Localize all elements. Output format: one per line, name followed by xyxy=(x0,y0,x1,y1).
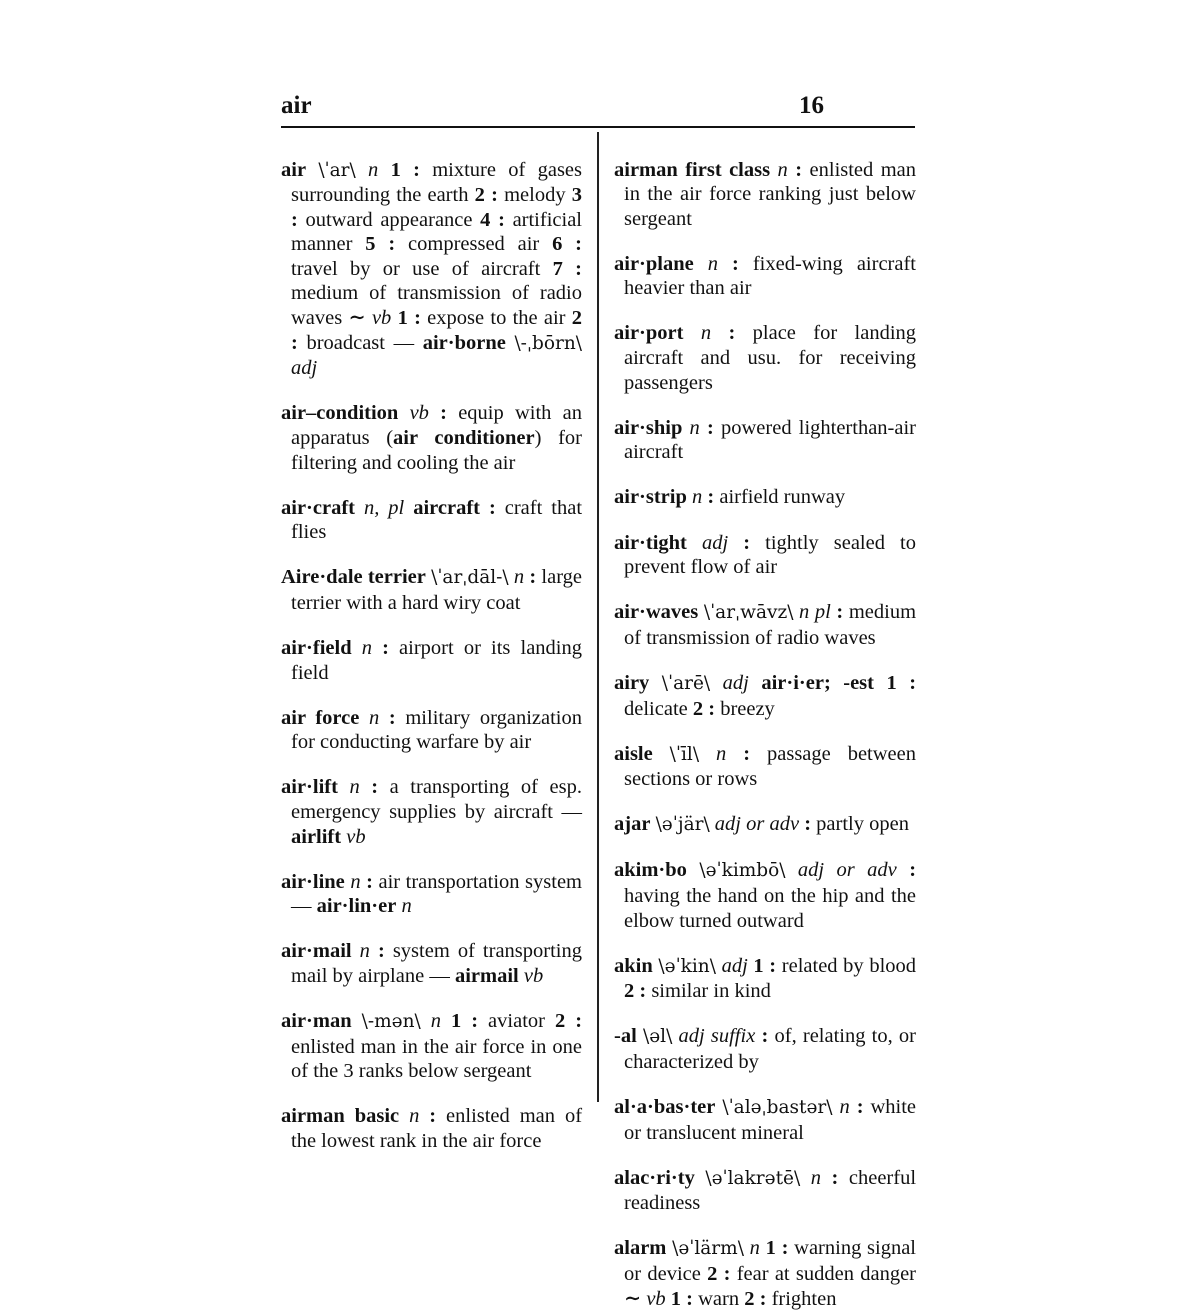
dictionary-entry xyxy=(614,531,916,580)
dictionary-entry xyxy=(614,600,916,650)
definition-text: aviator xyxy=(478,1010,555,1033)
headword: air·line xyxy=(281,870,345,893)
part-of-speech: adj xyxy=(701,531,729,554)
definition-text xyxy=(404,497,413,519)
headword: alarm xyxy=(614,1237,667,1260)
definition-text: mixture of gases surrounding the earth xyxy=(291,158,583,207)
part-of-speech: n xyxy=(839,1096,850,1119)
definition-text: craft that flies xyxy=(291,496,583,544)
dictionary-entry xyxy=(281,158,582,381)
headword: airmail xyxy=(454,964,519,987)
definition-text: military organization for conducting warfare by air xyxy=(291,706,583,754)
headword: aisle xyxy=(614,742,653,765)
pronunciation: \əl\ xyxy=(642,1026,673,1048)
headword: air·strip xyxy=(614,486,687,509)
headword: Aire·dale terrier xyxy=(281,566,426,589)
definition-text: expose to the air xyxy=(420,307,572,330)
dictionary-entry xyxy=(614,321,916,395)
headword: air force xyxy=(281,706,360,729)
part-of-speech: adj xyxy=(721,954,748,977)
sense-marker: 1 : xyxy=(450,1010,479,1033)
pronunciation: \ˈarē\ xyxy=(661,672,711,694)
definition-text: place for landing aircraft and usu. for receiving passengers xyxy=(624,322,917,394)
dictionary-entry xyxy=(281,496,582,545)
definition-text: breezy xyxy=(715,697,775,720)
dictionary-entry xyxy=(614,742,916,792)
part-of-speech: n xyxy=(777,158,788,181)
sense-marker: : xyxy=(728,322,736,345)
headword: air·mail xyxy=(281,940,352,963)
part-of-speech: n xyxy=(359,940,370,963)
sense-marker: : xyxy=(804,813,812,836)
definition-text: powered lighterthan-air aircraft xyxy=(624,416,917,464)
headword: air·port xyxy=(614,322,684,345)
sense-marker: : xyxy=(529,566,537,589)
definition-text: fear at sudden danger xyxy=(730,1263,917,1285)
definition-text xyxy=(441,1010,451,1032)
part-of-speech: n xyxy=(368,706,380,729)
definition-text: white or translucent mineral xyxy=(624,1096,917,1144)
definition-text xyxy=(710,672,722,694)
definition-text: a transporting of esp. emergency supplies by aircraft — xyxy=(291,776,582,823)
dictionary-entry xyxy=(614,858,916,933)
right-column xyxy=(614,137,916,1314)
part-of-speech: vb xyxy=(371,307,392,330)
sense-marker: : xyxy=(761,1025,769,1048)
headword: airman first class xyxy=(614,158,771,181)
definition-text: warning signal or device xyxy=(624,1237,916,1285)
pronunciation: \ˈarˌdāl-\ xyxy=(431,567,509,589)
definition-text xyxy=(355,497,364,519)
sense-marker: : xyxy=(909,859,917,882)
part-of-speech: n xyxy=(810,1166,821,1189)
definition-text xyxy=(372,637,382,659)
sense-marker: 6 : xyxy=(552,233,582,256)
sense-marker: : xyxy=(366,870,373,893)
part-of-speech: n xyxy=(692,486,703,509)
headword: air·lift xyxy=(281,776,338,799)
sense-marker: : xyxy=(732,252,739,275)
dictionary-entry xyxy=(281,870,582,919)
headword: air·ship xyxy=(614,416,683,439)
dictionary-page xyxy=(281,90,917,1310)
definition-text xyxy=(649,672,661,694)
headword: alac·ri·ty xyxy=(614,1166,695,1189)
definition-text xyxy=(718,253,732,275)
sense-marker: 2 : xyxy=(744,1287,767,1310)
headword: air·plane xyxy=(614,252,694,275)
definition-text: enlisted man in the air force in one of the 3 ranks below sergeant xyxy=(291,1035,582,1083)
definition-text: related by blood xyxy=(776,954,917,977)
sense-marker: : xyxy=(795,158,803,181)
sense-marker: : xyxy=(440,402,447,425)
dictionary-entry xyxy=(614,1166,916,1216)
sense-marker: : xyxy=(831,1166,839,1189)
definition-text xyxy=(728,532,743,554)
dictionary-entry xyxy=(614,416,916,465)
part-of-speech: n xyxy=(689,416,700,439)
part-of-speech: n xyxy=(430,1010,441,1033)
part-of-speech: n, pl xyxy=(363,496,405,519)
definition-text: of, relating to, or characterized by xyxy=(624,1025,917,1073)
part-of-speech: adj xyxy=(722,671,749,694)
definition-text: airfield runway xyxy=(714,486,846,509)
definition-text xyxy=(850,1096,857,1118)
pronunciation: \əˈkimbō\ xyxy=(699,860,786,882)
guide-word: air xyxy=(281,92,312,119)
headword: air·waves xyxy=(614,601,699,624)
definition-text xyxy=(360,776,372,798)
definition-text: artificial manner xyxy=(291,208,582,256)
definition-text xyxy=(800,1167,811,1189)
sense-marker: : xyxy=(707,486,715,509)
dictionary-entry xyxy=(281,636,582,685)
definition-text: compressed air xyxy=(395,233,553,256)
dictionary-entry xyxy=(614,485,916,510)
definition-text xyxy=(370,940,378,962)
definition-text xyxy=(653,743,670,765)
sense-marker: 1 : xyxy=(397,307,421,330)
definition-text: delicate xyxy=(624,697,693,720)
headword: air·lin·er xyxy=(316,895,397,918)
definition-text: melody xyxy=(497,184,572,207)
definition-text: cheerful readiness xyxy=(624,1166,917,1215)
sense-marker: : xyxy=(836,601,844,624)
sense-marker: : xyxy=(743,742,751,765)
definition-text xyxy=(699,743,716,765)
dictionary-entry xyxy=(614,812,916,838)
sense-marker: : xyxy=(429,1105,437,1128)
definition-text xyxy=(695,1167,706,1189)
part-of-speech: n xyxy=(368,158,379,181)
part-of-speech: n xyxy=(707,252,718,275)
definition-text xyxy=(786,859,798,881)
definition-text xyxy=(897,859,909,881)
definition-text xyxy=(480,497,489,519)
headword: air·craft xyxy=(281,496,355,519)
dictionary-entry xyxy=(614,954,916,1004)
definition-text xyxy=(398,402,409,424)
headword: akin xyxy=(614,954,653,977)
part-of-speech: vb xyxy=(523,964,544,987)
sense-marker: ∼ xyxy=(624,1287,642,1310)
sense-marker: : xyxy=(706,416,714,439)
definition-text: fixed-wing aircraft heavier than air xyxy=(624,252,916,300)
definition-text xyxy=(821,1167,832,1189)
headword: airy xyxy=(614,671,650,694)
sense-marker: 2 : xyxy=(291,307,583,354)
pronunciation: \-mən\ xyxy=(361,1011,421,1033)
definition-text xyxy=(711,322,728,344)
definition-text xyxy=(687,532,702,554)
definition-text: travel by or use of aircraft xyxy=(291,257,553,280)
sense-marker: 1 : xyxy=(765,1237,789,1260)
sense-marker: 1 : xyxy=(390,158,420,181)
definition-text xyxy=(338,776,350,798)
definition-text xyxy=(429,402,440,424)
headword: air–condition xyxy=(281,402,399,425)
definition-text xyxy=(379,707,389,729)
definition-text xyxy=(352,1010,362,1032)
sense-marker: 4 : xyxy=(480,208,505,231)
definition-text xyxy=(378,159,390,181)
part-of-speech: n pl xyxy=(799,601,831,624)
pronunciation: \əˈlärm\ xyxy=(672,1238,744,1260)
part-of-speech: adj or adv xyxy=(714,813,800,836)
dictionary-entry xyxy=(614,1236,916,1311)
pronunciation: \əˈlakrətē\ xyxy=(705,1167,801,1189)
headword: airman basic xyxy=(281,1105,400,1128)
pronunciation: \əˈkin\ xyxy=(658,955,716,977)
sense-marker: 2 : xyxy=(692,697,716,720)
part-of-speech: n xyxy=(361,637,372,659)
definition-text xyxy=(419,1105,429,1127)
headword: -al xyxy=(614,1025,637,1048)
definition-text: enlisted man in the air force ranking just below sergeant xyxy=(624,158,917,230)
definition-text: passage between sections or rows xyxy=(624,742,916,791)
headword: airlift xyxy=(291,825,342,848)
pronunciation: \ˈarˌwāvz\ xyxy=(703,602,794,624)
dictionary-entry xyxy=(281,1009,582,1084)
definition-text xyxy=(352,637,362,659)
definition-text xyxy=(359,707,369,729)
headword: air·field xyxy=(281,637,352,659)
definition-text xyxy=(399,1105,409,1127)
definition-text xyxy=(352,940,360,962)
page-number: 16 xyxy=(799,92,824,119)
left-column xyxy=(281,137,582,1157)
sense-marker: 2 : xyxy=(624,980,647,1003)
definition-text: ) for filtering and cooling the air xyxy=(291,426,583,474)
definition-text: similar in kind xyxy=(646,980,771,1003)
part-of-speech: n xyxy=(409,1105,420,1128)
definition-text xyxy=(683,322,700,344)
headword: air·man xyxy=(281,1010,352,1033)
definition-text xyxy=(749,672,761,694)
pronunciation: \-ˌbōrn\ xyxy=(514,332,582,354)
definition-text: equip with an apparatus ( xyxy=(291,402,583,449)
sense-marker: 1 : xyxy=(886,671,917,694)
definition-text: having the hand on the hip and the elbow turned outward xyxy=(624,884,916,932)
part-of-speech: n xyxy=(513,566,525,589)
pronunciation: \ˈar\ xyxy=(318,159,356,181)
part-of-speech: n xyxy=(700,322,712,345)
definition-text: frighten xyxy=(766,1287,837,1310)
part-of-speech: n xyxy=(401,895,412,918)
dictionary-entry xyxy=(281,1104,582,1153)
sense-marker: 2 : xyxy=(707,1263,731,1285)
part-of-speech: n xyxy=(749,1237,760,1260)
page-header xyxy=(281,90,915,128)
sense-marker: : xyxy=(488,496,496,519)
definition-text: partly open xyxy=(811,813,909,836)
headword: ajar xyxy=(614,813,651,836)
definition-text xyxy=(356,159,368,181)
definition-text xyxy=(682,417,689,439)
sense-marker: : xyxy=(856,1096,864,1119)
sense-marker: 2 : xyxy=(554,1010,583,1033)
sense-marker: : xyxy=(377,940,385,963)
definition-text: medium of transmission of radio waves xyxy=(624,601,917,649)
definition-text: warn xyxy=(693,1287,745,1310)
part-of-speech: n xyxy=(350,870,361,893)
definition-text xyxy=(770,159,777,181)
part-of-speech: adj or adv xyxy=(797,859,897,882)
definition-text: air transportation system — xyxy=(291,870,583,918)
sense-marker: 2 : xyxy=(474,184,498,207)
headword: air·borne xyxy=(422,331,506,354)
definition-text: broadcast — xyxy=(297,331,423,354)
part-of-speech: vb xyxy=(646,1287,666,1310)
sense-marker: 1 : xyxy=(753,954,777,977)
dictionary-entry xyxy=(614,671,916,721)
headword: air·tight xyxy=(614,531,687,554)
definition-text xyxy=(726,743,743,765)
sense-marker: : xyxy=(388,706,396,729)
sense-marker: 3 : xyxy=(291,184,583,231)
pronunciation: \əˈjär\ xyxy=(655,814,710,836)
dictionary-entry xyxy=(281,565,582,615)
sense-marker: : xyxy=(371,776,379,799)
definition-text: system of transporting mail by airplane — xyxy=(291,940,583,987)
definition-text xyxy=(306,159,318,181)
dictionary-entry xyxy=(614,1095,916,1145)
headword: air·i·er; -est xyxy=(761,671,874,694)
part-of-speech: n xyxy=(349,776,360,799)
sense-marker: 5 : xyxy=(365,233,396,256)
part-of-speech: adj xyxy=(291,357,318,380)
headword: air xyxy=(281,158,307,181)
pronunciation: \ˈīl\ xyxy=(669,743,700,765)
sense-marker: ∼ xyxy=(348,307,366,330)
sense-marker: 7 : xyxy=(552,257,582,280)
headword: al·a·bas·ter xyxy=(614,1096,716,1119)
headword: akim·bo xyxy=(614,859,687,882)
part-of-speech: vb xyxy=(346,825,366,848)
sense-marker: : xyxy=(382,637,389,659)
definition-text xyxy=(874,672,886,694)
dictionary-entry xyxy=(614,158,916,232)
definition-text: enlisted man of the lowest rank in the air force xyxy=(291,1105,583,1152)
definition-text: large terrier with a hard wiry coat xyxy=(291,566,583,614)
pronunciation: \ˈaləˌbastər\ xyxy=(722,1097,833,1119)
dictionary-entry xyxy=(281,706,582,755)
definition-text: medium of transmission of radio waves xyxy=(291,282,582,330)
dictionary-entry xyxy=(614,1024,916,1074)
definition-text xyxy=(694,253,708,275)
column-divider xyxy=(597,132,599,1102)
sense-marker: : xyxy=(743,531,751,554)
part-of-speech: vb xyxy=(409,402,429,425)
definition-text xyxy=(687,859,699,881)
part-of-speech: adj suffix xyxy=(678,1025,756,1048)
definition-text xyxy=(700,417,707,439)
headword: aircraft xyxy=(413,496,480,519)
definition-text: tightly sealed to prevent flow of air xyxy=(624,531,917,579)
definition-text: outward appearance xyxy=(297,208,481,231)
definition-text xyxy=(421,1010,431,1032)
dictionary-entry xyxy=(281,401,582,475)
definition-text: airport or its landing field xyxy=(291,637,582,684)
part-of-speech: n xyxy=(716,742,727,765)
sense-marker: 1 : xyxy=(670,1287,693,1310)
dictionary-entry xyxy=(281,775,582,849)
dictionary-entry xyxy=(614,252,916,301)
headword: air conditioner xyxy=(393,426,535,449)
dictionary-entry xyxy=(281,939,582,988)
